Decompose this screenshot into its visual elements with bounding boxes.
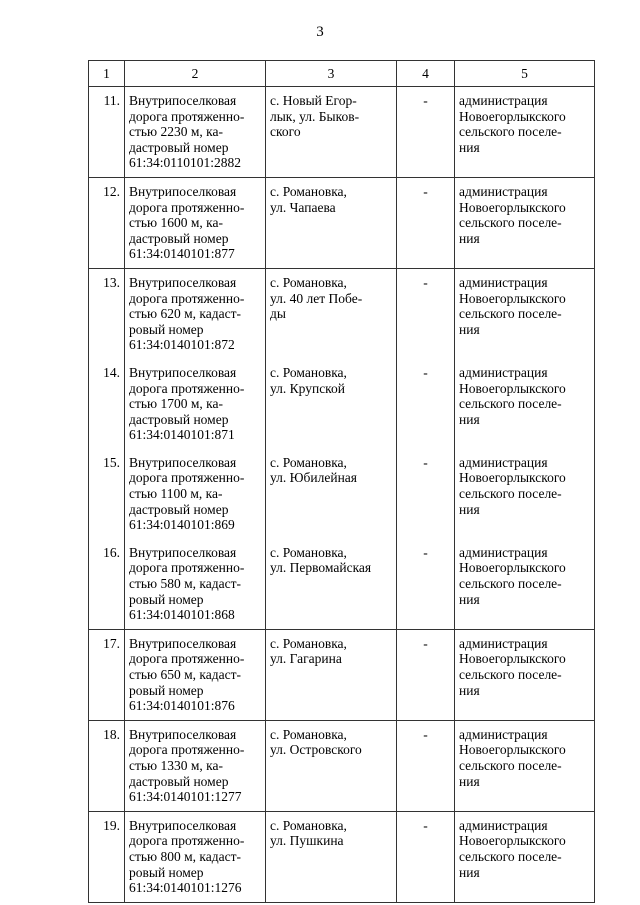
row-number: 19.	[89, 811, 125, 902]
owner-cell-line: ния	[459, 411, 480, 427]
column-header: 5	[455, 61, 595, 87]
road-name-cell	[125, 811, 266, 902]
row-number: 16.	[89, 539, 125, 629]
owner-cell	[455, 268, 595, 358]
road-name-cell-line: стью 1600 м, ка-	[129, 215, 224, 231]
road-name-cell-line: дорога протяженно-	[129, 742, 245, 758]
road-name-cell	[125, 268, 266, 358]
road-name-cell-line: 61:34:0140101:1276	[129, 880, 242, 896]
address-cell-line: ул. 40 лет Побе-	[270, 290, 363, 306]
address-cell	[266, 177, 397, 268]
owner-cell-line: администрация	[459, 544, 548, 560]
owner-cell-line: ния	[459, 864, 480, 880]
address-cell	[266, 629, 397, 720]
column-4-cell: -	[397, 720, 455, 811]
owner-cell-line: Новоегорлыкского	[459, 290, 566, 306]
owner-cell-line: ния	[459, 230, 480, 246]
owner-cell-line: сельского поселе-	[459, 215, 562, 231]
road-name-cell-line: 61:34:0140101:868	[129, 607, 235, 623]
owner-cell-line: Новоегорлыкского	[459, 108, 566, 124]
address-cell	[266, 720, 397, 811]
road-name-cell-line: 61:34:0110101:2882	[129, 155, 242, 171]
road-name-cell	[125, 629, 266, 720]
road-name-cell-line: Внутрипоселковая	[129, 635, 237, 651]
owner-cell-line: сельского поселе-	[459, 667, 562, 682]
road-name-cell-line: стью 650 м, кадаст-	[129, 667, 242, 682]
road-name-cell-line: ровый номер	[129, 682, 204, 698]
owner-cell	[455, 539, 595, 629]
road-name-cell	[125, 177, 266, 268]
road-name-cell-line: дастровый номер	[129, 411, 229, 427]
road-name-cell-line: Внутрипоселковая	[129, 817, 237, 833]
owner-cell	[455, 811, 595, 902]
road-name-cell-line: стью 1100 м, ка-	[129, 486, 223, 502]
owner-cell-line: сельского поселе-	[459, 848, 562, 864]
table-row	[89, 449, 595, 539]
table-row	[89, 539, 595, 629]
row-number: 15.	[89, 449, 125, 539]
page-number: 3	[316, 24, 324, 40]
road-name-cell	[125, 87, 266, 178]
roads-registry-table	[88, 60, 595, 903]
owner-cell-line: администрация	[459, 726, 548, 742]
address-cell-line: ул. Пушкина	[270, 833, 344, 849]
road-name-cell-line: дастровый номер	[129, 501, 229, 517]
owner-cell-line: ния	[459, 139, 480, 155]
owner-cell-line: Новоегорлыкского	[459, 470, 566, 486]
address-cell	[266, 811, 397, 902]
owner-cell-line: сельского поселе-	[459, 757, 562, 773]
road-name-cell-line: дорога протяженно-	[129, 651, 245, 667]
header-row	[89, 61, 595, 87]
road-name-cell-line: Внутрипоселковая	[129, 183, 237, 199]
owner-cell-line: Новоегорлыкского	[459, 380, 566, 396]
address-cell-line: с. Романовка,	[270, 454, 347, 470]
road-name-cell-line: стью 1330 м, ка-	[129, 757, 224, 773]
owner-cell	[455, 449, 595, 539]
column-header: 3	[266, 61, 397, 87]
road-name-cell-line: 61:34:0140101:869	[129, 517, 235, 533]
road-name-cell-line: 61:34:0140101:1277	[129, 789, 242, 805]
owner-cell	[455, 87, 595, 178]
row-number: 17.	[89, 629, 125, 720]
road-name-cell-line: Внутрипоселковая	[129, 726, 237, 742]
road-name-cell-line: дорога протяженно-	[129, 108, 245, 124]
row-number: 13.	[89, 268, 125, 358]
road-name-cell-line: 61:34:0140101:876	[129, 698, 235, 714]
road-name-cell	[125, 359, 266, 449]
address-cell	[266, 539, 397, 629]
road-name-cell-line: ровый номер	[129, 321, 204, 337]
road-name-cell-line: стью 800 м, кадаст-	[129, 848, 242, 864]
address-cell-line: ского	[270, 124, 301, 140]
address-cell-line: ул. Крупской	[270, 380, 346, 396]
address-cell-line: с. Романовка,	[270, 635, 347, 651]
road-name-cell-line: 61:34:0140101:871	[129, 427, 235, 443]
column-4-cell: -	[397, 539, 455, 629]
address-cell-line: ды	[270, 306, 286, 322]
road-name-cell-line: дорога протяженно-	[129, 199, 245, 215]
owner-cell-line: администрация	[459, 274, 548, 290]
column-4-cell: -	[397, 87, 455, 178]
road-name-cell-line: дастровый номер	[129, 230, 229, 246]
column-4-cell: -	[397, 177, 455, 268]
owner-cell-line: сельского поселе-	[459, 486, 562, 502]
column-4-cell: -	[397, 359, 455, 449]
owner-cell	[455, 177, 595, 268]
address-cell	[266, 268, 397, 358]
road-name-cell-line: дорога протяженно-	[129, 833, 245, 849]
address-cell-line: с. Романовка,	[270, 364, 347, 380]
address-cell	[266, 449, 397, 539]
column-header: 2	[125, 61, 266, 87]
address-cell-line: с. Романовка,	[270, 817, 347, 833]
address-cell-line: лык, ул. Быков-	[270, 108, 360, 124]
road-name-cell-line: ровый номер	[129, 864, 204, 880]
road-name-cell-line: дорога протяженно-	[129, 470, 245, 486]
owner-cell-line: ния	[459, 591, 480, 607]
road-name-cell-line: стью 2230 м, ка-	[129, 124, 224, 140]
road-name-cell	[125, 720, 266, 811]
road-name-cell	[125, 539, 266, 629]
owner-cell-line: Новоегорлыкского	[459, 199, 566, 215]
owner-cell-line: администрация	[459, 364, 548, 380]
road-name-cell-line: стью 620 м, кадаст-	[129, 306, 242, 322]
address-cell-line: ул. Юбилейная	[270, 470, 357, 486]
owner-cell-line: администрация	[459, 635, 548, 651]
column-4-cell: -	[397, 811, 455, 902]
owner-cell-line: сельского поселе-	[459, 124, 562, 140]
owner-cell-line: Новоегорлыкского	[459, 833, 566, 849]
table-row	[89, 720, 595, 811]
column-4-cell: -	[397, 629, 455, 720]
table-body	[89, 87, 595, 903]
address-cell-line: ул. Первомайская	[270, 560, 372, 576]
address-cell-line: с. Романовка,	[270, 274, 347, 290]
owner-cell-line: администрация	[459, 183, 548, 199]
road-name-cell-line: стью 580 м, кадаст-	[129, 576, 242, 592]
road-name-cell-line: ровый номер	[129, 591, 204, 607]
address-cell-line: ул. Островского	[270, 742, 362, 758]
owner-cell-line: ния	[459, 501, 480, 517]
row-number: 14.	[89, 359, 125, 449]
address-cell-line: с. Романовка,	[270, 544, 347, 560]
owner-cell-line: сельского поселе-	[459, 396, 562, 412]
table-row	[89, 268, 595, 358]
owner-cell-line: ния	[459, 682, 480, 698]
row-number: 12.	[89, 177, 125, 268]
owner-cell-line: сельского поселе-	[459, 576, 562, 592]
address-cell	[266, 87, 397, 178]
road-name-cell-line: стью 1700 м, ка-	[129, 396, 224, 412]
address-cell-line: ул. Гагарина	[270, 651, 342, 667]
address-cell-line: с. Новый Егор-	[270, 93, 357, 108]
road-name-cell-line: 61:34:0140101:877	[129, 246, 235, 262]
row-number: 11.	[89, 87, 125, 178]
address-cell-line: ул. Чапаева	[270, 199, 336, 215]
road-name-cell	[125, 449, 266, 539]
table-row	[89, 177, 595, 268]
owner-cell-line: Новоегорлыкского	[459, 742, 566, 758]
road-name-cell-line: Внутрипоселковая	[129, 274, 237, 290]
address-cell-line: с. Романовка,	[270, 183, 347, 199]
address-cell-line: с. Романовка,	[270, 726, 347, 742]
column-4-cell: -	[397, 268, 455, 358]
column-4-cell: -	[397, 449, 455, 539]
road-name-cell-line: Внутрипоселковая	[129, 454, 237, 470]
column-header: 1	[89, 61, 125, 87]
owner-cell	[455, 720, 595, 811]
owner-cell-line: администрация	[459, 817, 548, 833]
road-name-cell-line: Внутрипоселковая	[129, 544, 237, 560]
owner-cell-line: ния	[459, 321, 480, 337]
road-name-cell-line: дорога протяженно-	[129, 380, 245, 396]
column-header: 4	[397, 61, 455, 87]
road-name-cell-line: Внутрипоселковая	[129, 93, 237, 108]
owner-cell-line: администрация	[459, 93, 548, 108]
owner-cell-line: Новоегорлыкского	[459, 651, 566, 667]
owner-cell-line: сельского поселе-	[459, 306, 562, 322]
road-name-cell-line: дастровый номер	[129, 139, 229, 155]
table-row	[89, 811, 595, 902]
table-row	[89, 359, 595, 449]
table-row	[89, 629, 595, 720]
row-number: 18.	[89, 720, 125, 811]
table-row	[89, 87, 595, 178]
owner-cell	[455, 629, 595, 720]
road-name-cell-line: дорога протяженно-	[129, 290, 245, 306]
owner-cell	[455, 359, 595, 449]
address-cell	[266, 359, 397, 449]
road-name-cell-line: 61:34:0140101:872	[129, 337, 235, 353]
road-name-cell-line: Внутрипоселковая	[129, 364, 237, 380]
road-name-cell-line: дастровый номер	[129, 773, 229, 789]
owner-cell-line: Новоегорлыкского	[459, 560, 566, 576]
road-name-cell-line: дорога протяженно-	[129, 560, 245, 576]
owner-cell-line: ния	[459, 773, 480, 789]
owner-cell-line: администрация	[459, 454, 548, 470]
